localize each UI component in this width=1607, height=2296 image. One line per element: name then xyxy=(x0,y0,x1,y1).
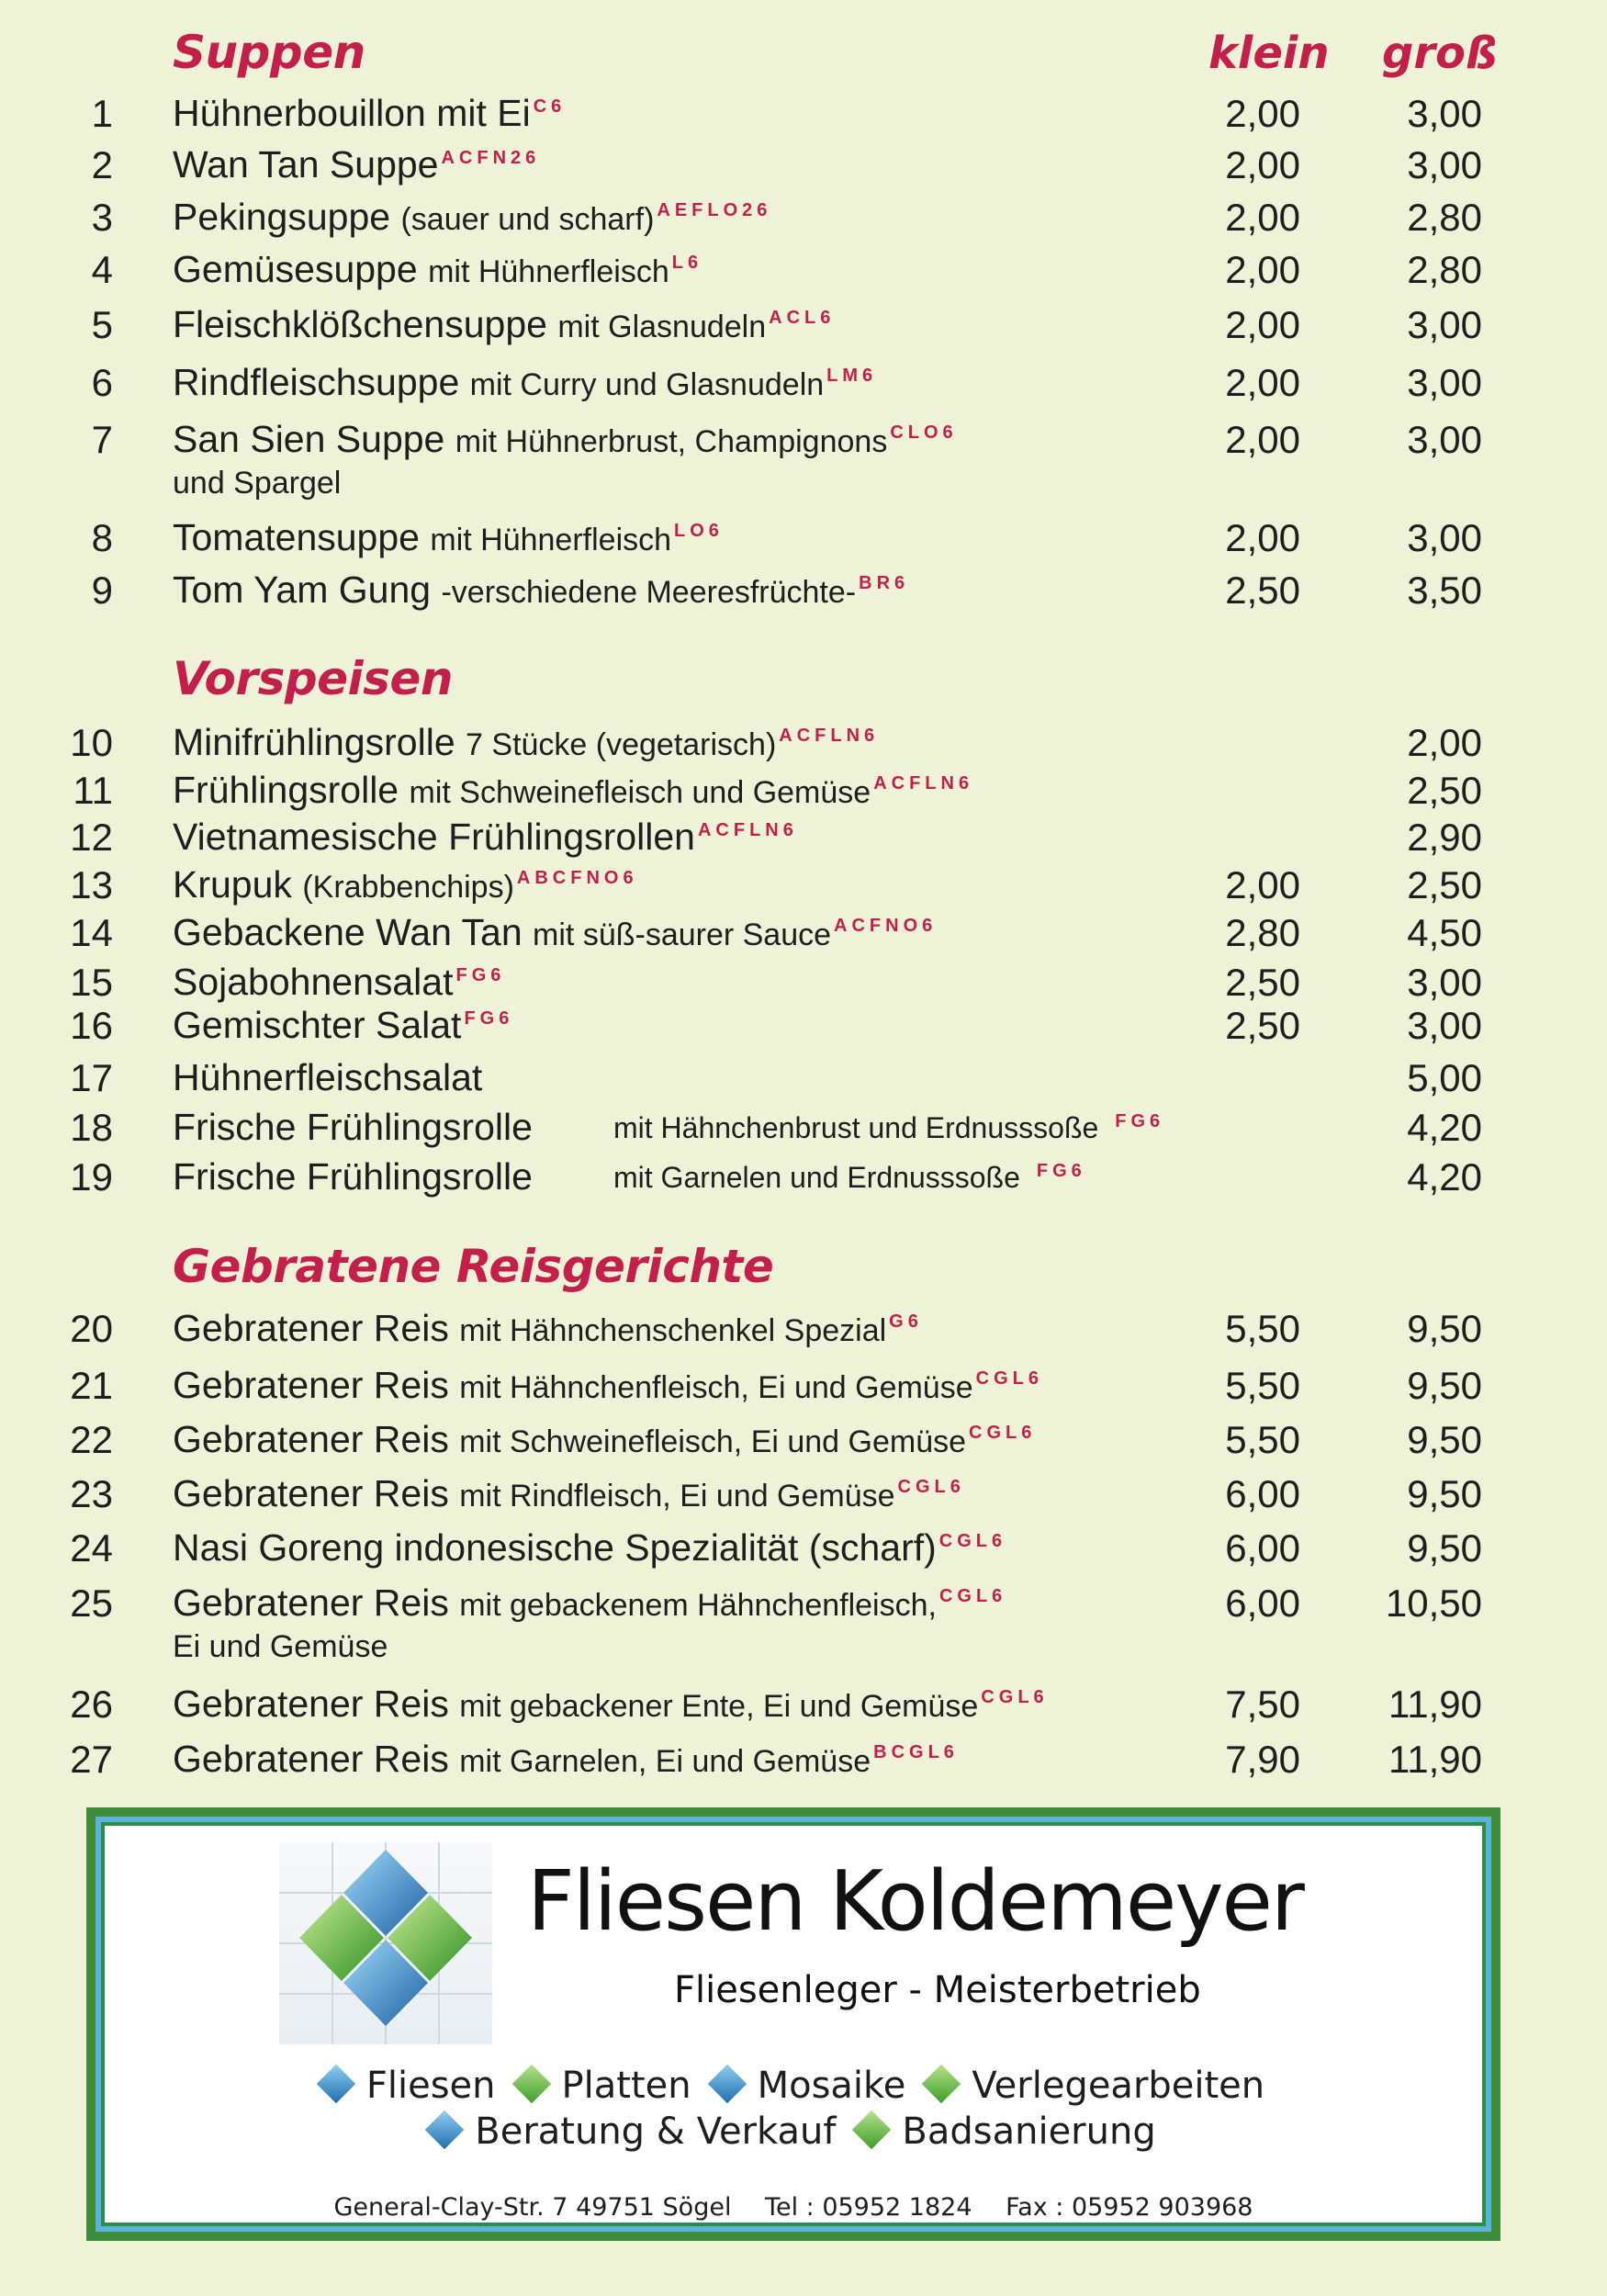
price-large: 2,80 xyxy=(1407,248,1482,291)
item-description xyxy=(173,1418,1036,1461)
price-large: 4,50 xyxy=(1407,911,1482,954)
item-description xyxy=(173,1738,959,1781)
item-number: 12 xyxy=(70,816,113,859)
item-name: Gebratener Reis xyxy=(173,1472,449,1514)
item-number: 25 xyxy=(70,1581,113,1625)
price-small: 7,50 xyxy=(1225,1683,1300,1726)
price-small: 5,50 xyxy=(1225,1418,1300,1461)
item-description xyxy=(173,1106,533,1149)
services-row-2 xyxy=(96,2110,1491,2153)
ad-address: General-Clay-Str. 7 49751 Sögel xyxy=(333,2193,732,2222)
item-detail: mit süß-saurer Sauce xyxy=(533,917,832,952)
item-name: Minifrühlingsrolle xyxy=(173,721,455,763)
item-name: Pekingsuppe xyxy=(173,196,391,238)
item-number: 5 xyxy=(91,303,113,346)
item-description xyxy=(173,1581,1006,1625)
price-large: 2,90 xyxy=(1407,816,1482,859)
item-description xyxy=(173,1155,533,1199)
item-name: Gebratener Reis xyxy=(173,1581,449,1624)
item-detail-text: mit Garnelen und Erdnusssoße xyxy=(613,1161,1020,1194)
service-label: Badsanierung xyxy=(902,2110,1156,2153)
price-small: 6,00 xyxy=(1225,1581,1300,1625)
item-name: Gebratener Reis xyxy=(173,1418,449,1460)
item-description xyxy=(173,769,973,812)
item-number: 7 xyxy=(91,418,113,461)
price-large: 3,00 xyxy=(1407,361,1482,404)
item-detail: mit Hähnchenschenkel Spezial xyxy=(459,1313,887,1348)
allergen-codes: ACFLN6 xyxy=(697,820,798,841)
price-small: 2,00 xyxy=(1225,248,1300,291)
item-name: Vietnamesische Frühlingsrollen xyxy=(173,816,695,858)
price-small: 2,00 xyxy=(1225,92,1300,135)
allergen-codes: C6 xyxy=(533,96,567,118)
item-description xyxy=(173,568,909,612)
service-label: Platten xyxy=(561,2065,691,2107)
menu-item-row xyxy=(0,769,1607,818)
item-name: Gebratener Reis xyxy=(173,1683,449,1725)
tile-logo xyxy=(279,1842,492,2044)
price-small: 5,50 xyxy=(1225,1364,1300,1407)
item-name: Tom Yam Gung xyxy=(173,568,432,611)
section-title-rice: Gebratene Reisgerichte xyxy=(173,1240,774,1293)
item-name: Wan Tan Suppe xyxy=(173,143,439,186)
price-small: 2,00 xyxy=(1225,863,1300,906)
item-name: Gebratener Reis xyxy=(173,1307,449,1349)
service-item xyxy=(858,2110,1155,2153)
allergen-codes: CGL6 xyxy=(938,1586,1007,1607)
item-number: 10 xyxy=(70,721,113,764)
item-description xyxy=(173,1056,482,1099)
price-large: 9,50 xyxy=(1407,1472,1482,1515)
item-detail: mit Glasnudeln xyxy=(557,310,767,344)
item-number: 11 xyxy=(73,769,113,812)
item-number: 6 xyxy=(91,361,113,404)
item-description xyxy=(173,1307,923,1350)
item-detail: mit Schweinefleisch, Ei und Gemüse xyxy=(459,1424,967,1459)
allergen-codes: CGL6 xyxy=(981,1687,1049,1708)
service-label: Fliesen xyxy=(365,2065,496,2107)
item-detail: (Krabbenchips) xyxy=(302,870,514,905)
menu-item-row xyxy=(0,1683,1607,1732)
service-item xyxy=(927,2065,1264,2107)
price-large: 10,50 xyxy=(1385,1581,1482,1625)
item-name: Frische Frühlingsrolle xyxy=(173,1106,533,1148)
item-description xyxy=(173,1472,965,1515)
price-small: 2,50 xyxy=(1225,1004,1300,1047)
allergen-codes: LM6 xyxy=(826,366,878,387)
service-label: Verlegearbeiten xyxy=(972,2065,1265,2107)
price-small: 2,80 xyxy=(1225,911,1300,954)
section-title-soups: Suppen xyxy=(173,26,365,79)
menu-item-row xyxy=(0,248,1607,298)
price-large: 2,50 xyxy=(1407,769,1482,812)
price-large: 2,80 xyxy=(1407,196,1482,239)
item-description xyxy=(173,721,879,764)
item-description xyxy=(173,361,877,404)
menu-item-row xyxy=(0,816,1607,865)
allergen-codes: ABCFNO6 xyxy=(516,868,638,889)
menu-item-row xyxy=(0,1526,1607,1576)
menu-item-row xyxy=(0,303,1607,353)
item-number: 27 xyxy=(70,1738,113,1781)
item-description xyxy=(173,1526,1006,1570)
item-number: 3 xyxy=(91,196,113,239)
item-detail-text: mit Hähnchenbrust und Erdnusssoße xyxy=(613,1111,1099,1144)
item-detail-continued: Ei und Gemüse xyxy=(173,1629,388,1664)
item-description xyxy=(173,816,798,859)
item-description xyxy=(173,303,835,346)
price-large: 3,00 xyxy=(1407,143,1482,186)
price-large: 4,20 xyxy=(1407,1155,1482,1199)
menu-item-row xyxy=(0,418,1607,501)
item-detail: 7 Stücke (vegetarisch) xyxy=(466,727,777,762)
item-number: 4 xyxy=(91,248,113,291)
menu-item-row xyxy=(0,92,1607,141)
item-name: Frühlingsrolle xyxy=(173,769,399,811)
item-detail-continued: und Spargel xyxy=(173,466,342,501)
price-large: 5,00 xyxy=(1407,1056,1482,1099)
green-diamond-icon xyxy=(511,2065,550,2103)
menu-item-row xyxy=(0,961,1607,1010)
price-small: 2,50 xyxy=(1225,568,1300,612)
item-detail xyxy=(613,1111,1164,1145)
price-large: 2,50 xyxy=(1407,863,1482,906)
price-small: 2,00 xyxy=(1225,418,1300,461)
service-label: Beratung & Verkauf xyxy=(475,2110,837,2153)
ad-fax: Fax : 05952 903968 xyxy=(1006,2193,1253,2222)
item-number: 20 xyxy=(70,1307,113,1350)
item-name: Sojabohnensalat xyxy=(173,961,454,1003)
item-number: 18 xyxy=(70,1106,113,1149)
menu-item-row xyxy=(0,911,1607,961)
item-number: 24 xyxy=(70,1526,113,1570)
item-name: Hühnerbouillon mit Ei xyxy=(173,92,531,134)
menu-item-row xyxy=(0,1004,1607,1053)
item-number: 2 xyxy=(91,143,113,186)
price-small: 2,00 xyxy=(1225,361,1300,404)
price-small: 2,00 xyxy=(1225,196,1300,239)
blue-diamond-icon xyxy=(317,2065,355,2103)
item-description xyxy=(173,92,566,135)
item-number: 8 xyxy=(91,516,113,559)
item-description xyxy=(173,911,937,954)
price-small: 6,00 xyxy=(1225,1526,1300,1570)
item-number: 22 xyxy=(70,1418,113,1461)
price-large: 2,00 xyxy=(1407,721,1482,764)
item-description xyxy=(173,1364,1043,1407)
item-description xyxy=(173,961,505,1004)
allergen-codes: AEFLO26 xyxy=(657,200,772,221)
allergen-codes: FG6 xyxy=(464,1008,514,1030)
allergen-codes: G6 xyxy=(889,1311,923,1333)
menu-item-row xyxy=(0,568,1607,618)
item-description xyxy=(173,143,540,186)
green-diamond-icon xyxy=(922,2065,961,2103)
item-number: 16 xyxy=(70,1004,113,1047)
price-large: 11,90 xyxy=(1388,1683,1482,1726)
item-name: San Sien Suppe xyxy=(173,418,445,460)
item-detail: mit gebackener Ente, Ei und Gemüse xyxy=(459,1689,979,1724)
advertisement xyxy=(86,1807,1500,2241)
item-number: 15 xyxy=(70,961,113,1004)
service-item xyxy=(431,2110,836,2153)
allergen-codes: CLO6 xyxy=(890,422,958,444)
item-detail: -verschiedene Meeresfrüchte- xyxy=(441,575,857,610)
menu-item-row xyxy=(0,1418,1607,1468)
blue-diamond-icon xyxy=(425,2110,464,2149)
allergen-codes: CGL6 xyxy=(969,1423,1037,1444)
allergen-codes: CGL6 xyxy=(897,1477,965,1498)
contact-line xyxy=(96,2193,1491,2222)
item-detail: mit Rindfleisch, Ei und Gemüse xyxy=(459,1479,895,1514)
item-number: 1 xyxy=(91,92,113,135)
menu-item-row xyxy=(0,1307,1607,1356)
price-small: 2,00 xyxy=(1225,303,1300,346)
item-name: Frische Frühlingsrolle xyxy=(173,1155,533,1198)
menu-item-row xyxy=(0,516,1607,566)
item-description xyxy=(173,863,638,906)
price-large: 9,50 xyxy=(1407,1526,1482,1570)
item-number: 23 xyxy=(70,1472,113,1515)
allergen-codes: BCGL6 xyxy=(873,1742,959,1763)
allergen-codes: ACFN26 xyxy=(441,148,541,169)
services-row-1 xyxy=(96,2065,1491,2107)
service-item xyxy=(322,2065,496,2107)
price-large: 3,00 xyxy=(1407,303,1482,346)
item-description xyxy=(173,1683,1049,1726)
price-small: 2,00 xyxy=(1225,516,1300,559)
item-name: Rindfleischsuppe xyxy=(173,361,460,403)
price-large: 3,00 xyxy=(1407,1004,1482,1047)
item-detail: mit Hühnerfleisch xyxy=(430,523,672,557)
item-detail: mit Hühnerbrust, Champignons xyxy=(455,424,888,459)
menu-item-row xyxy=(0,1364,1607,1413)
item-name: Fleischklößchensuppe xyxy=(173,303,547,345)
menu-item-row xyxy=(0,196,1607,245)
service-label: Mosaike xyxy=(757,2065,906,2107)
menu-item-row xyxy=(0,1581,1607,1664)
allergen-codes: FG6 xyxy=(1036,1161,1086,1182)
item-name: Gebackene Wan Tan xyxy=(173,911,523,953)
allergen-codes: ACFLN6 xyxy=(873,773,974,794)
green-diamond-icon xyxy=(852,2110,891,2149)
allergen-codes: BR6 xyxy=(859,573,910,594)
menu-item-row xyxy=(0,143,1607,193)
price-large: 11,90 xyxy=(1388,1738,1482,1781)
item-name: Hühnerfleischsalat xyxy=(173,1056,483,1098)
item-name: Tomatensuppe xyxy=(173,516,420,558)
item-name: Gebratener Reis xyxy=(173,1364,449,1406)
item-detail: mit gebackenem Hähnchenfleisch, xyxy=(459,1588,937,1623)
price-large: 4,20 xyxy=(1407,1106,1482,1149)
item-description xyxy=(173,1004,513,1047)
item-name: Gemischter Salat xyxy=(173,1004,462,1046)
allergen-codes: ACFLN6 xyxy=(779,726,880,747)
price-small: 6,00 xyxy=(1225,1472,1300,1515)
price-small: 7,90 xyxy=(1225,1738,1300,1781)
item-name: Nasi Goreng indonesische Spezialität (scharf) xyxy=(173,1526,937,1569)
menu-item-row xyxy=(0,1155,1607,1205)
column-header-large: groß xyxy=(1382,28,1498,79)
item-detail: mit Garnelen, Ei und Gemüse xyxy=(459,1744,871,1779)
item-description xyxy=(173,516,724,559)
item-name: Krupuk xyxy=(173,863,292,906)
menu-item-row xyxy=(0,721,1607,771)
menu-item-row xyxy=(0,1472,1607,1522)
item-name: Gebratener Reis xyxy=(173,1738,449,1780)
allergen-codes: FG6 xyxy=(455,965,506,986)
ad-title: Fliesen Koldemeyer xyxy=(527,1853,1303,1950)
item-detail: (sauer und scharf) xyxy=(400,202,655,237)
price-large: 9,50 xyxy=(1407,1307,1482,1350)
item-detail xyxy=(613,1161,1086,1195)
menu-item-row xyxy=(0,1106,1607,1155)
item-description xyxy=(173,248,702,291)
ad-phone: Tel : 05952 1824 xyxy=(765,2193,972,2222)
blue-diamond-icon xyxy=(707,2065,746,2103)
allergen-codes: CGL6 xyxy=(938,1531,1007,1552)
menu-item-row xyxy=(0,1056,1607,1106)
allergen-codes: ACL6 xyxy=(769,308,836,329)
item-detail: mit Hähnchenfleisch, Ei und Gemüse xyxy=(459,1370,973,1405)
price-large: 9,50 xyxy=(1407,1364,1482,1407)
menu-item-row xyxy=(0,361,1607,411)
allergen-codes: L6 xyxy=(671,253,703,274)
menu-item-row xyxy=(0,863,1607,913)
price-large: 3,50 xyxy=(1407,568,1482,612)
column-header-small: klein xyxy=(1208,28,1330,79)
item-description xyxy=(173,196,771,239)
price-large: 3,00 xyxy=(1407,418,1482,461)
service-item xyxy=(518,2065,691,2107)
section-title-starters: Vorspeisen xyxy=(173,652,453,705)
item-number: 21 xyxy=(70,1364,113,1407)
item-number: 17 xyxy=(70,1056,113,1099)
price-small: 2,00 xyxy=(1225,143,1300,186)
ad-subtitle: Fliesenleger - Meisterbetrieb xyxy=(674,1969,1201,2011)
price-large: 9,50 xyxy=(1407,1418,1482,1461)
service-item xyxy=(714,2065,906,2107)
item-description xyxy=(173,418,958,461)
item-detail: mit Curry und Glasnudeln xyxy=(469,367,825,402)
allergen-codes: ACFNO6 xyxy=(834,916,938,937)
allergen-codes: CGL6 xyxy=(975,1368,1043,1390)
menu-item-row xyxy=(0,1738,1607,1787)
price-large: 3,00 xyxy=(1407,92,1482,135)
allergen-codes: LO6 xyxy=(674,521,724,542)
item-name: Gemüsesuppe xyxy=(173,248,418,290)
item-number: 26 xyxy=(70,1683,113,1726)
price-large: 3,00 xyxy=(1407,961,1482,1004)
item-number: 14 xyxy=(70,911,113,954)
item-detail: mit Hühnerfleisch xyxy=(428,254,669,289)
item-number: 13 xyxy=(70,863,113,906)
price-large: 3,00 xyxy=(1407,516,1482,559)
price-small: 5,50 xyxy=(1225,1307,1300,1350)
allergen-codes: FG6 xyxy=(1115,1111,1165,1132)
item-number: 19 xyxy=(70,1155,113,1199)
price-small: 2,50 xyxy=(1225,961,1300,1004)
item-number: 9 xyxy=(91,568,113,612)
item-detail: mit Schweinefleisch und Gemüse xyxy=(409,775,871,810)
